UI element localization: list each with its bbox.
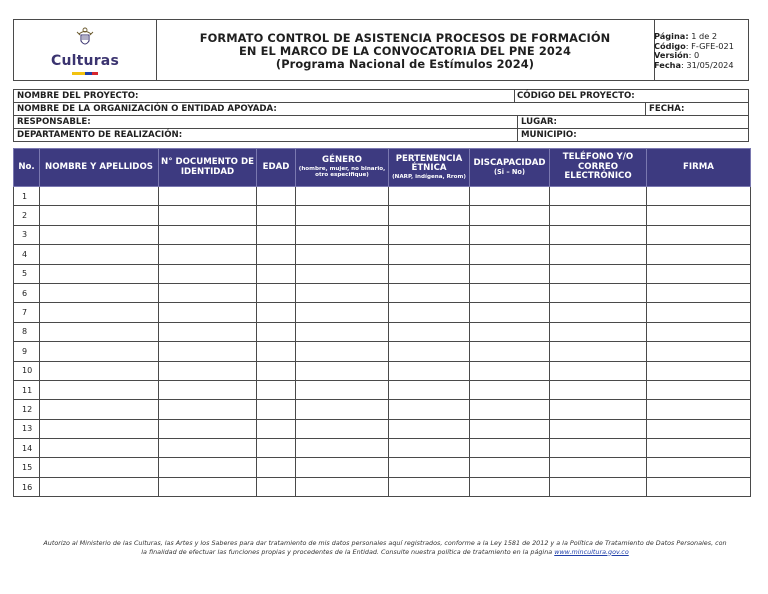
disability-cell[interactable] (470, 245, 550, 264)
row-number: 12 (14, 400, 40, 419)
ethnic-cell[interactable] (389, 380, 470, 399)
contact-cell[interactable] (550, 361, 647, 380)
row-number: 9 (14, 342, 40, 361)
table-row (14, 206, 751, 225)
gender-cell[interactable] (296, 264, 389, 283)
disability-cell[interactable] (470, 264, 550, 283)
age-cell[interactable] (257, 283, 296, 302)
contact-cell[interactable] (550, 477, 647, 496)
ethnic-cell[interactable] (389, 245, 470, 264)
table-row (14, 361, 751, 380)
gender-cell[interactable] (296, 342, 389, 361)
signature-cell[interactable] (647, 264, 751, 283)
privacy-text: Autorizo al Ministerio de las Culturas, las Artes y los Saberes para dar tratamiento de mis datos personales aquí registrados, conforme a la Ley 1581 de 2012 y a la Política de Tratamiento de Datos Personales, con la finalidad de efectuar las funciones propias y procedentes de la Entidad. Consulte nuestra política de tratamiento en la página (43, 539, 727, 556)
privacy-notice (40, 539, 730, 556)
document-cell[interactable] (159, 264, 257, 283)
col-ethnic (389, 149, 470, 187)
divider (517, 129, 518, 141)
col-gender-title: GÉNERO (322, 155, 362, 166)
ethnic-cell[interactable] (389, 264, 470, 283)
col-disability-title: DISCAPACIDAD (473, 157, 546, 168)
gender-cell[interactable] (296, 400, 389, 419)
municipality-label: MUNICIPIO: (521, 130, 577, 140)
name-cell[interactable] (40, 264, 159, 283)
ethnic-cell[interactable] (389, 361, 470, 380)
table-body (14, 187, 751, 497)
document-title (156, 20, 655, 80)
project-code-label: CÓDIGO DEL PROYECTO: (517, 91, 635, 101)
title-line-3: (Programa Nacional de Estímulos 2024) (275, 57, 535, 71)
document-cell[interactable] (159, 322, 257, 341)
table-row (14, 458, 751, 477)
table-row (14, 342, 751, 361)
age-cell[interactable] (257, 400, 296, 419)
gender-cell[interactable] (296, 225, 389, 244)
gender-cell[interactable] (296, 322, 389, 341)
gender-cell[interactable] (296, 458, 389, 477)
row-number: 11 (14, 380, 40, 399)
disability-cell[interactable] (470, 303, 550, 322)
age-cell[interactable] (257, 187, 296, 206)
col-signature: FIRMA (647, 149, 751, 187)
info-row-project (13, 89, 749, 103)
col-gender-note: (hombre, mujer, no binario, otro especifique) (298, 165, 386, 179)
col-name: NOMBRE Y APELLIDOS (40, 149, 159, 187)
age-cell[interactable] (257, 245, 296, 264)
ethnic-cell[interactable] (389, 322, 470, 341)
row-number: 13 (14, 419, 40, 438)
meta-version: Versión: 0 (654, 50, 700, 60)
table-row (14, 245, 751, 264)
name-cell[interactable] (40, 245, 159, 264)
document-cell[interactable] (159, 439, 257, 458)
ethnic-cell[interactable] (389, 477, 470, 496)
meta-date: Fecha: 31/05/2024 (654, 59, 734, 70)
age-cell[interactable] (257, 342, 296, 361)
name-cell[interactable] (40, 439, 159, 458)
contact-cell[interactable] (550, 303, 647, 322)
name-cell[interactable] (40, 477, 159, 496)
name-cell[interactable] (40, 187, 159, 206)
col-no: No. (14, 149, 40, 187)
row-number: 7 (14, 303, 40, 322)
table-row (14, 400, 751, 419)
col-contact: TELÉFONO Y/O CORREO ELECTRÓNICO (550, 149, 647, 187)
name-cell[interactable] (40, 458, 159, 477)
document-cell[interactable] (159, 380, 257, 399)
row-number: 8 (14, 322, 40, 341)
row-number: 5 (14, 264, 40, 283)
contact-cell[interactable] (550, 206, 647, 225)
name-cell[interactable] (40, 322, 159, 341)
signature-cell[interactable] (647, 400, 751, 419)
gender-cell[interactable] (296, 439, 389, 458)
col-ethnic-title: PERTENENCIA ÉTNICA (395, 153, 463, 174)
attendance-table (13, 148, 751, 497)
disability-cell[interactable] (470, 458, 550, 477)
contact-cell[interactable] (550, 322, 647, 341)
gender-cell[interactable] (296, 477, 389, 496)
age-cell[interactable] (257, 303, 296, 322)
row-number: 3 (14, 225, 40, 244)
table-row (14, 264, 751, 283)
contact-cell[interactable] (550, 187, 647, 206)
signature-cell[interactable] (647, 439, 751, 458)
signature-cell[interactable] (647, 361, 751, 380)
col-age: EDAD (257, 149, 296, 187)
disability-cell[interactable] (470, 380, 550, 399)
row-number: 15 (14, 458, 40, 477)
signature-cell[interactable] (647, 225, 751, 244)
name-cell[interactable] (40, 206, 159, 225)
signature-cell[interactable] (647, 187, 751, 206)
name-cell[interactable] (40, 380, 159, 399)
document-cell[interactable] (159, 245, 257, 264)
signature-cell[interactable] (647, 458, 751, 477)
ethnic-cell[interactable] (389, 458, 470, 477)
document-cell[interactable] (159, 419, 257, 438)
table-row (14, 380, 751, 399)
contact-cell[interactable] (550, 225, 647, 244)
flag-yellow (72, 72, 85, 75)
table-row (14, 419, 751, 438)
table-header-row (14, 149, 751, 187)
title-line-1: FORMATO CONTROL DE ASISTENCIA PROCESOS DE FORMACIÓN (199, 31, 611, 45)
table-row (14, 322, 751, 341)
contact-cell[interactable] (550, 458, 647, 477)
ethnic-cell[interactable] (389, 419, 470, 438)
contact-cell[interactable] (550, 342, 647, 361)
disability-cell[interactable] (470, 206, 550, 225)
document-cell[interactable] (159, 361, 257, 380)
gender-cell[interactable] (296, 283, 389, 302)
gender-cell[interactable] (296, 303, 389, 322)
document-cell[interactable] (159, 206, 257, 225)
age-cell[interactable] (257, 225, 296, 244)
gender-cell[interactable] (296, 419, 389, 438)
signature-cell[interactable] (647, 245, 751, 264)
logo-cell (14, 20, 157, 80)
contact-cell[interactable] (550, 439, 647, 458)
disability-cell[interactable] (470, 322, 550, 341)
disability-cell[interactable] (470, 400, 550, 419)
contact-cell[interactable] (550, 283, 647, 302)
flag-blue (85, 72, 92, 75)
disability-cell[interactable] (470, 225, 550, 244)
signature-cell[interactable] (647, 283, 751, 302)
age-cell[interactable] (257, 419, 296, 438)
contact-cell[interactable] (550, 400, 647, 419)
place-label: LUGAR: (521, 117, 557, 127)
ethnic-cell[interactable] (389, 225, 470, 244)
name-cell[interactable] (40, 342, 159, 361)
table-row (14, 187, 751, 206)
disability-cell[interactable] (470, 342, 550, 361)
document-cell[interactable] (159, 400, 257, 419)
flag-red (92, 72, 98, 75)
row-number: 14 (14, 439, 40, 458)
flag-stripe (72, 72, 98, 75)
row-number: 4 (14, 245, 40, 264)
row-number: 1 (14, 187, 40, 206)
ministry-link[interactable]: www.mincultura.gov.co (554, 547, 629, 556)
name-cell[interactable] (40, 361, 159, 380)
age-cell[interactable] (257, 380, 296, 399)
name-cell[interactable] (40, 419, 159, 438)
contact-cell[interactable] (550, 264, 647, 283)
row-number: 16 (14, 477, 40, 496)
disability-cell[interactable] (470, 439, 550, 458)
ethnic-cell[interactable] (389, 400, 470, 419)
divider (514, 90, 515, 102)
disability-cell[interactable] (470, 361, 550, 380)
divider (645, 103, 646, 115)
document-cell[interactable] (159, 342, 257, 361)
date-label: FECHA: (649, 104, 685, 114)
name-cell[interactable] (40, 225, 159, 244)
document-cell[interactable] (159, 477, 257, 496)
document-meta (654, 20, 748, 80)
signature-cell[interactable] (647, 206, 751, 225)
age-cell[interactable] (257, 439, 296, 458)
disability-cell[interactable] (470, 419, 550, 438)
signature-cell[interactable] (647, 380, 751, 399)
info-row-organization (13, 102, 749, 116)
coat-of-arms-icon (76, 25, 94, 49)
document-cell[interactable] (159, 187, 257, 206)
table-row (14, 303, 751, 322)
col-ethnic-note: (NARP, indígena, Rrom) (392, 173, 466, 180)
organization-label: NOMBRE DE LA ORGANIZACIÓN O ENTIDAD APOYADA: (17, 104, 277, 114)
col-gender (296, 149, 389, 187)
info-row-department (13, 128, 749, 142)
age-cell[interactable] (257, 477, 296, 496)
ethnic-cell[interactable] (389, 342, 470, 361)
title-line-2: EN EL MARCO DE LA CONVOCATORIA DEL PNE 2024 (239, 44, 571, 58)
col-disability-note: (Si – No) (494, 168, 525, 177)
gender-cell[interactable] (296, 361, 389, 380)
document-cell[interactable] (159, 458, 257, 477)
contact-cell[interactable] (550, 245, 647, 264)
meta-page: Página: 1 de 2 (654, 31, 718, 41)
name-cell[interactable] (40, 303, 159, 322)
gender-cell[interactable] (296, 380, 389, 399)
table-row (14, 439, 751, 458)
document-cell[interactable] (159, 283, 257, 302)
table-row (14, 477, 751, 496)
row-number: 2 (14, 206, 40, 225)
project-name-label: NOMBRE DEL PROYECTO: (17, 91, 139, 101)
ethnic-cell[interactable] (389, 206, 470, 225)
document-header (13, 19, 749, 81)
age-cell[interactable] (257, 361, 296, 380)
contact-cell[interactable] (550, 380, 647, 399)
document-cell[interactable] (159, 225, 257, 244)
ethnic-cell[interactable] (389, 187, 470, 206)
age-cell[interactable] (257, 322, 296, 341)
divider (517, 116, 518, 128)
responsible-label: RESPONSABLE: (17, 117, 91, 127)
contact-cell[interactable] (550, 419, 647, 438)
ethnic-cell[interactable] (389, 303, 470, 322)
ethnic-cell[interactable] (389, 283, 470, 302)
row-number: 6 (14, 283, 40, 302)
col-disability (470, 149, 550, 187)
signature-cell[interactable] (647, 419, 751, 438)
info-row-responsible (13, 115, 749, 129)
table-row (14, 225, 751, 244)
age-cell[interactable] (257, 264, 296, 283)
name-cell[interactable] (40, 283, 159, 302)
department-label: DEPARTAMENTO DE REALIZACIÓN: (17, 130, 183, 140)
disability-cell[interactable] (470, 477, 550, 496)
brand-name: Culturas (51, 53, 119, 69)
ethnic-cell[interactable] (389, 439, 470, 458)
age-cell[interactable] (257, 458, 296, 477)
gender-cell[interactable] (296, 206, 389, 225)
gender-cell[interactable] (296, 245, 389, 264)
name-cell[interactable] (40, 400, 159, 419)
gender-cell[interactable] (296, 187, 389, 206)
document-cell[interactable] (159, 303, 257, 322)
signature-cell[interactable] (647, 322, 751, 341)
age-cell[interactable] (257, 206, 296, 225)
signature-cell[interactable] (647, 477, 751, 496)
meta-code: Código: F-GFE-021 (654, 40, 734, 51)
signature-cell[interactable] (647, 303, 751, 322)
disability-cell[interactable] (470, 283, 550, 302)
row-number: 10 (14, 361, 40, 380)
signature-cell[interactable] (647, 342, 751, 361)
disability-cell[interactable] (470, 187, 550, 206)
col-document: N° DOCUMENTO DE IDENTIDAD (159, 149, 257, 187)
table-row (14, 283, 751, 302)
